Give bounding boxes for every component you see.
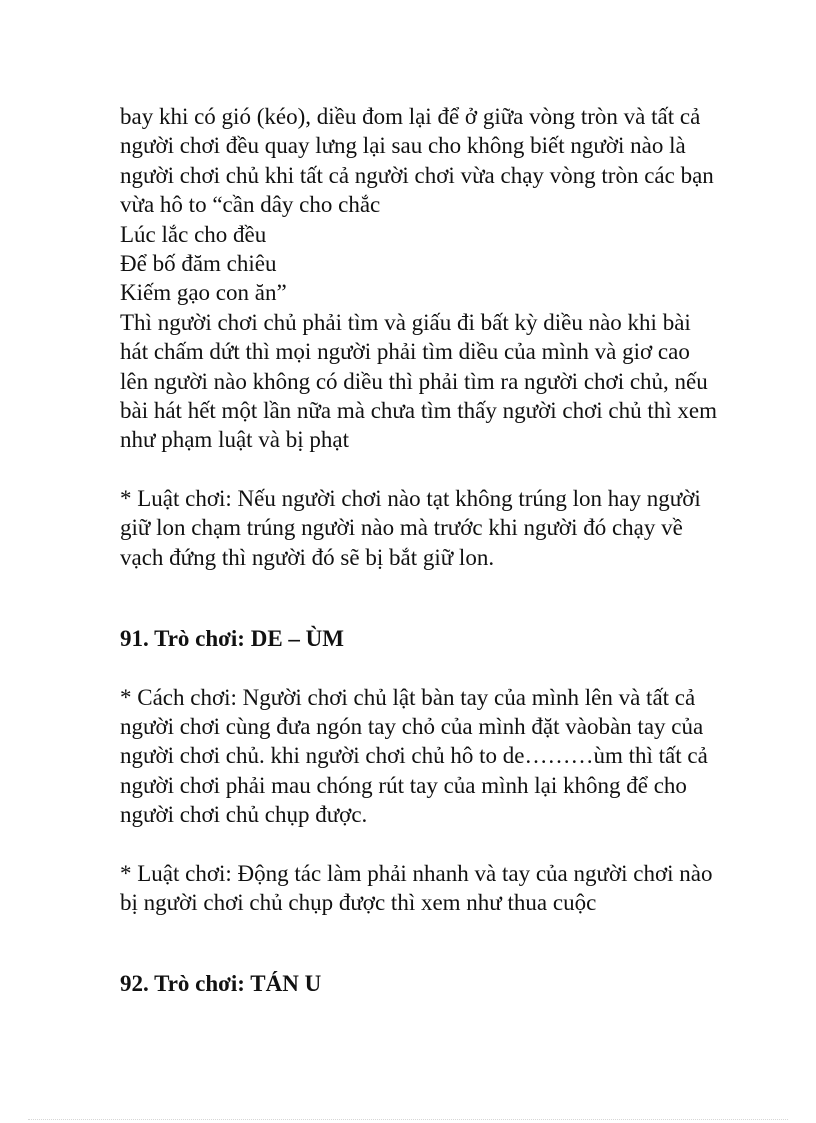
- text-line: bài hát hết một lần nữa mà chưa tìm thấy người chơi chủ thì xem: [120, 398, 717, 424]
- spacer: [120, 572, 760, 624]
- section-heading-92: 92. Trò chơi: TÁN U: [120, 971, 322, 997]
- paragraph-howto-91: [120, 683, 760, 830]
- text-line: Lúc lắc cho đều: [120, 221, 267, 247]
- text-line: người chơi chủ. khi người chơi chủ hô to de………ùm thì tất cả: [120, 743, 708, 769]
- document-page: [120, 102, 760, 999]
- text-line: * Luật chơi: Động tác làm phải nhanh và tay của người chơi nào: [120, 860, 713, 886]
- paragraph-kite-game: [120, 102, 760, 455]
- paragraph-rules: [120, 484, 760, 572]
- text-line: bay khi có gió (kéo), diều đom lại để ở giữa vòng tròn và tất cả: [120, 104, 701, 129]
- text-line: giữ lon chạm trúng người nào mà trước khi người đó chạy về: [120, 515, 683, 541]
- section-heading-91: 91. Trò chơi: DE – ÙM: [120, 626, 344, 652]
- text-line: người chơi cùng đưa ngón tay chỏ của mình đặt vàobàn tay của: [120, 713, 704, 739]
- text-line: người chơi chủ chụp được.: [120, 802, 368, 828]
- text-line: lên người nào không có diều thì phải tìm ra người chơi chủ, nếu: [120, 368, 708, 394]
- text-line: * Luật chơi: Nếu người chơi nào tạt không trúng lon hay người: [120, 485, 701, 511]
- text-line: bị người chơi chủ chụp được thì xem như thua cuộc: [120, 889, 597, 915]
- spacer: [120, 654, 760, 683]
- text-line: người chơi phải mau chóng rút tay của mình lại không để cho: [120, 772, 687, 798]
- text-line: Thì người chơi chủ phải tìm và giấu đi bất kỳ diều nào khi bài: [120, 309, 691, 335]
- page-footer-divider: [28, 1119, 788, 1120]
- text-line: vạch đứng thì người đó sẽ bị bắt giữ lon.: [120, 544, 495, 570]
- text-line: * Cách chơi: Người chơi chủ lật bàn tay của mình lên và tất cả: [120, 684, 696, 710]
- text-line: Kiếm gạo con ăn”: [120, 280, 287, 306]
- text-line: vừa hô to “cần dây cho chắc: [120, 192, 381, 218]
- spacer: [120, 917, 760, 969]
- paragraph-rules-91: [120, 859, 760, 918]
- text-line: người chơi đều quay lưng lại sau cho không biết người nào là: [120, 133, 686, 159]
- text-line: như phạm luật và bị phạt: [120, 427, 350, 453]
- spacer: [120, 830, 760, 859]
- text-line: hát chấm dứt thì mọi người phải tìm diều của mình và giơ cao: [120, 339, 690, 365]
- text-line: người chơi chủ khi tất cả người chơi vừa chạy vòng tròn các bạn: [120, 162, 714, 188]
- spacer: [120, 455, 760, 484]
- text-line: Để bố đăm chiêu: [120, 251, 277, 277]
